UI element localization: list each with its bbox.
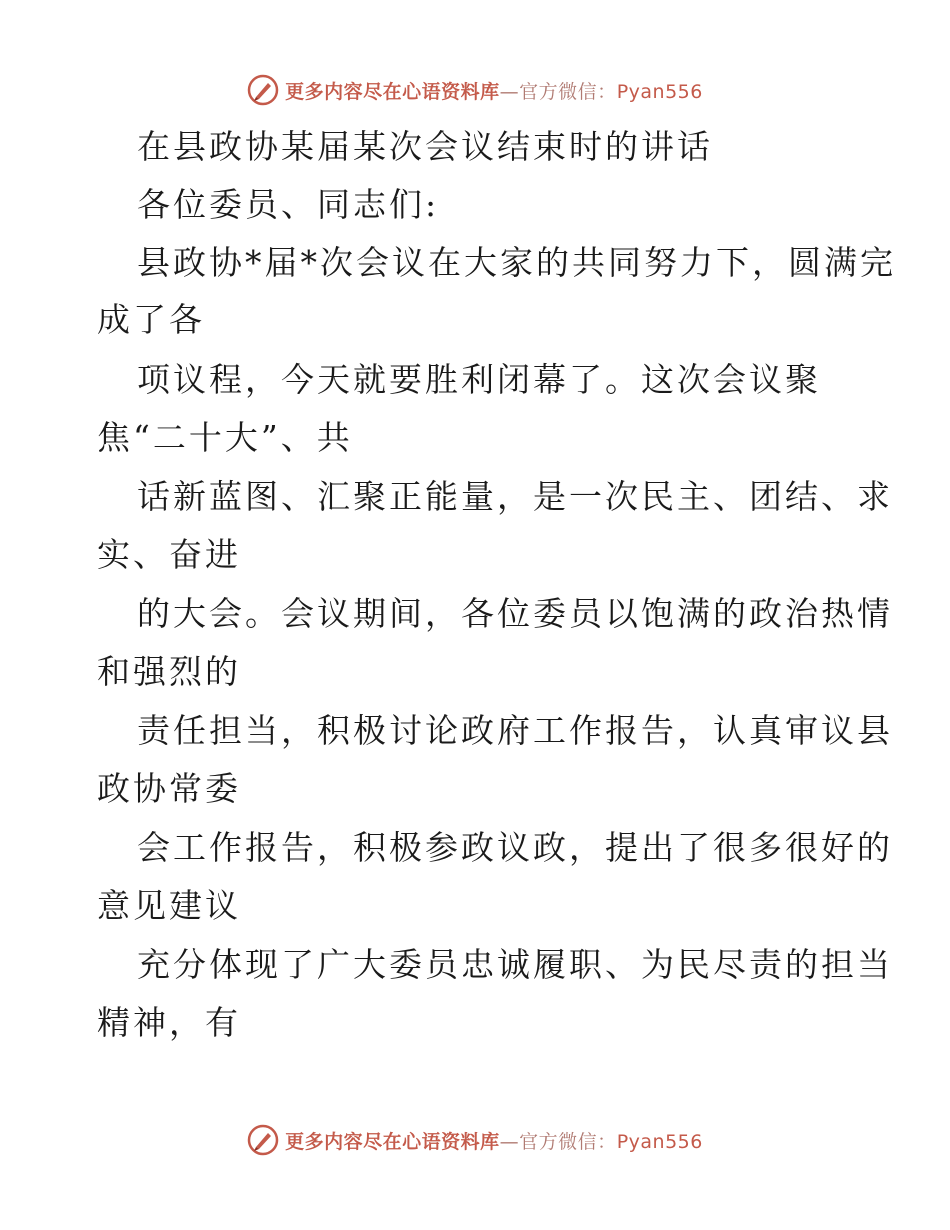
salutation: 各位委员、同志们:	[137, 185, 440, 224]
paragraph-line: 话新蓝图、汇聚正能量，是一次民主、团结、求	[137, 477, 893, 516]
document-title: 在县政协某届某次会议结束时的讲话	[137, 127, 713, 166]
pen-logo-icon	[247, 1124, 279, 1156]
paragraph-line: 实、奋进	[97, 535, 241, 574]
footer-watermark	[0, 1122, 950, 1158]
paragraph-line: 充分体现了广大委员忠诚履职、为民尽责的担当	[137, 945, 893, 984]
paragraph-line: 成了各	[97, 300, 205, 339]
paragraph-line: 和强烈的	[97, 652, 241, 691]
paragraph-line: 县政协*届*次会议在大家的共同努力下，圆满完	[137, 243, 896, 282]
watermark-text: 更多内容尽在心语资料库—官方微信：Pyan556	[285, 80, 703, 103]
paragraph-line: 的大会。会议期间，各位委员以饱满的政治热情	[137, 594, 893, 633]
paragraph-line: 精神，有	[97, 1003, 241, 1042]
paragraph-line: 责任担当，积极讨论政府工作报告，认真审议县	[137, 711, 893, 750]
paragraph-line: 项议程，今天就要胜利闭幕了。这次会议聚	[137, 360, 821, 399]
paragraph-line: 会工作报告，积极参政议政，提出了很多很好的	[137, 828, 893, 867]
paragraph-line: 意见建议	[97, 886, 241, 925]
paragraph-line: 政协常委	[97, 769, 241, 808]
paragraph-line: 焦“二十大”、共	[97, 418, 353, 457]
watermark-text: 更多内容尽在心语资料库—官方微信：Pyan556	[285, 1130, 703, 1153]
